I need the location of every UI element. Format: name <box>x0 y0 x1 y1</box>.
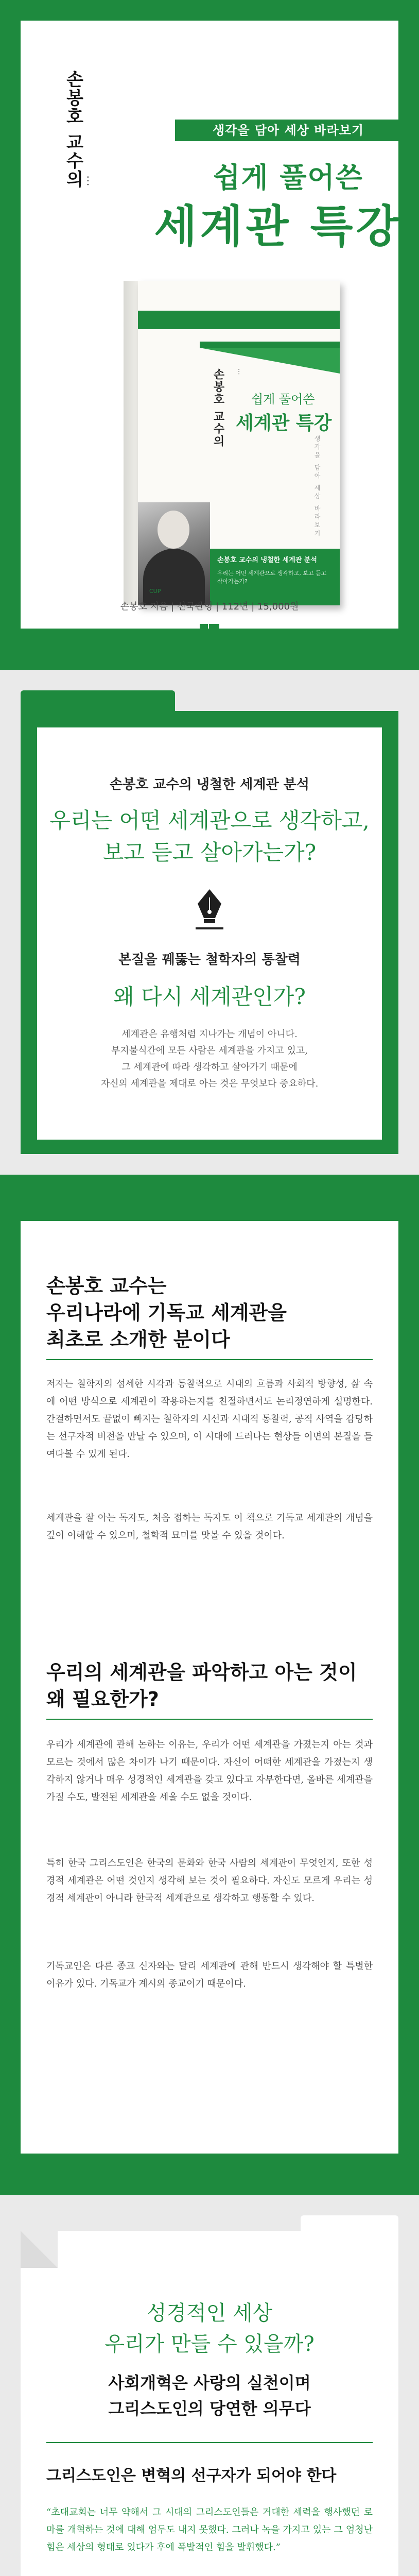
author-photo-head <box>158 511 189 549</box>
intro-heading1-line: 손봉호 교수는 <box>46 1275 167 1297</box>
cover-tagline: 생각을 담아 세상 바라보기 <box>175 120 401 141</box>
closing-heading2: 그리스도인은 변혁의 선구자가 되어야 한다 <box>46 2467 337 2485</box>
fountain-pen-icon <box>191 887 228 934</box>
intro-heading1 <box>46 1273 376 1353</box>
book-author-dots: ⋯ <box>235 368 242 376</box>
intro-card <box>21 1221 398 2154</box>
book-front <box>138 281 340 605</box>
book-title-line1: 쉽게 풀어쓴 <box>251 392 315 406</box>
cover-card <box>21 21 402 629</box>
book-publisher-logo: CUP <box>149 588 161 595</box>
cover-subtitle: 쉽게 풀어쓴 <box>213 161 363 194</box>
author-photo-body <box>143 549 205 605</box>
folder-question1-line2: 보고 듣고 살아가는가? <box>102 840 317 865</box>
book-green-strip <box>200 342 340 348</box>
folder-heading2: 본질을 꿰뚫는 철학자의 통찰력 <box>118 952 301 968</box>
closing-quote: “초대교회는 너무 약해서 그 시대의 그리스도인들은 거대한 세력을 행사했던 로마를 개혁하는 것에 대해 엄두도 내지 못했다. 그러나 녹을 가지고 있는 그 엄청난 힘은 세상의 형태로 있다가 후에 폭발적인 힘을 발휘했다.” <box>46 2507 373 2553</box>
intro-divider <box>46 1719 373 1720</box>
intro-paragraph5: 기독교인은 다른 종교 신자와는 달리 세계관에 관해 반드시 생각해야 할 특별한 이유가 있다. 기독교가 계시의 종교이기 때문이다. <box>46 1961 373 1989</box>
author-dots-divider: ⋯ <box>81 175 94 189</box>
closing-heading-line: 사회개혁은 사랑의 실천이며 <box>108 2373 311 2393</box>
intro-heading2 <box>46 1659 376 1713</box>
intro-heading1-line: 최초로 소개한 분이다 <box>46 1328 230 1351</box>
book-green-band-top <box>138 311 340 329</box>
folder-body-line: 그 세계관에 따라 생각하고 살아가기 때문에 <box>121 1062 298 1073</box>
folder-body-line: 세계관은 유행처럼 지나가는 개념이 아니다. <box>121 1029 298 1040</box>
intro-paragraph3: 우리가 세계관에 관해 논하는 이유는, 우리가 어떤 세계관을 가졌는지 아는 것과 모르는 것에서 많은 차이가 나기 때문이다. 자신이 어떠한 세계관을 가졌는지 생각하지 않거나 매우 성경적인 세계관을 갖고 있다고 자부한다면, 올바른 세계관을 가질 수도, 발전된 세계관을 세울 수도 없을 것이다. <box>46 1739 373 1803</box>
closing-paper-curl <box>21 2231 58 2268</box>
intro-divider <box>46 1359 373 1360</box>
intro-paragraph4: 특히 한국 그리스도인은 한국의 문화와 한국 사람의 세계관이 무엇인지, 또한 성경적 세계관은 어떤 것인지 생각해 보는 것이 필요하다. 자신도 모르게 우리는 성경적 세계관이 아니라 한국적 세계관으로 생각하고 행동할 수 있다. <box>46 1858 373 1904</box>
intro-heading2-line: 우리의 세계관을 파악하고 아는 것이 <box>46 1661 357 1684</box>
book-title-line2: 세계관 특강 <box>236 413 332 434</box>
folder-body-line: 부지불식간에 모든 사람은 세계관을 가지고 있고, <box>111 1045 308 1056</box>
closing-heading-line: 그리스도인의 당연한 의무다 <box>108 2399 311 2418</box>
cover-author: 손봉호 교수의 <box>63 70 84 189</box>
book-green-band <box>210 549 340 605</box>
book-spine <box>124 281 138 605</box>
folder-heading1: 손봉호 교수의 냉철한 세계관 분석 <box>110 777 309 792</box>
publisher-logo-icon <box>194 618 225 649</box>
intro-paragraph1: 저자는 철학자의 섬세한 시각과 통찰력으로 시대의 흐름과 사회적 방향성, 삶 속에 어떤 방식으로 세계관이 작용하는지를 친절하면서도 논리정연하게 설명한다. 간결하면서도 끝없이 빠지는 철학자의 시선과 시대적 통찰력, 공적 사역을 감당하는 선구자적 비전을 만날 수 있으며, 이 시대에 드러나는 현상들 이면의 본질을 들여다볼 수 있게 된다. <box>46 1379 373 1460</box>
folder-section <box>0 670 419 1175</box>
folder-question1-line1: 우리는 어떤 세계관으로 생각하고, <box>49 808 370 833</box>
folder-question1 <box>37 805 382 869</box>
cover-section <box>0 0 419 670</box>
intro-paragraph2: 세계관을 잘 아는 독자도, 처음 접하는 독자도 이 책으로 기독교 세계관의 개념을 깊이 이해할 수 있으며, 철학적 묘미를 맛볼 수 있을 것이다. <box>46 1513 373 1541</box>
author-photo <box>138 502 210 605</box>
book-cover-image <box>124 281 340 605</box>
intro-heading1-line: 우리나라에 기독교 세계관을 <box>46 1301 287 1324</box>
book-side-text: 생각을 담아 세상 바라보기 <box>313 435 321 538</box>
closing-question-line: 성경적인 세상 <box>146 2301 273 2325</box>
closing-question <box>0 2298 419 2360</box>
folder-body-text <box>68 1026 351 1092</box>
book-author: 손봉호 교수의 <box>212 368 224 448</box>
closing-heading <box>0 2370 419 2421</box>
closing-section <box>0 2195 419 2576</box>
folder-question2: 왜 다시 세계관인가? <box>113 984 306 1009</box>
intro-heading2-line: 왜 필요한가? <box>46 1688 159 1710</box>
closing-divider <box>46 2442 373 2443</box>
book-band-line2: 우리는 어떤 세계관으로 생각하고, 보고 듣고 살아가는가? <box>217 570 327 585</box>
cover-title: 세계관 특강 <box>154 201 402 252</box>
book-info-line: 손봉호 지음 | 신국판형 | 112면 | 15,000원 <box>120 601 299 612</box>
intro-section <box>0 1175 419 2195</box>
closing-question-line: 우리가 만들 수 있을까? <box>104 2332 315 2356</box>
book-band-line1: 손봉호 교수의 냉철한 세계관 분석 <box>217 556 317 564</box>
folder-body-line: 자신의 세계관을 제대로 아는 것은 무엇보다 중요하다. <box>100 1078 319 1089</box>
folder-paper <box>37 727 382 1140</box>
